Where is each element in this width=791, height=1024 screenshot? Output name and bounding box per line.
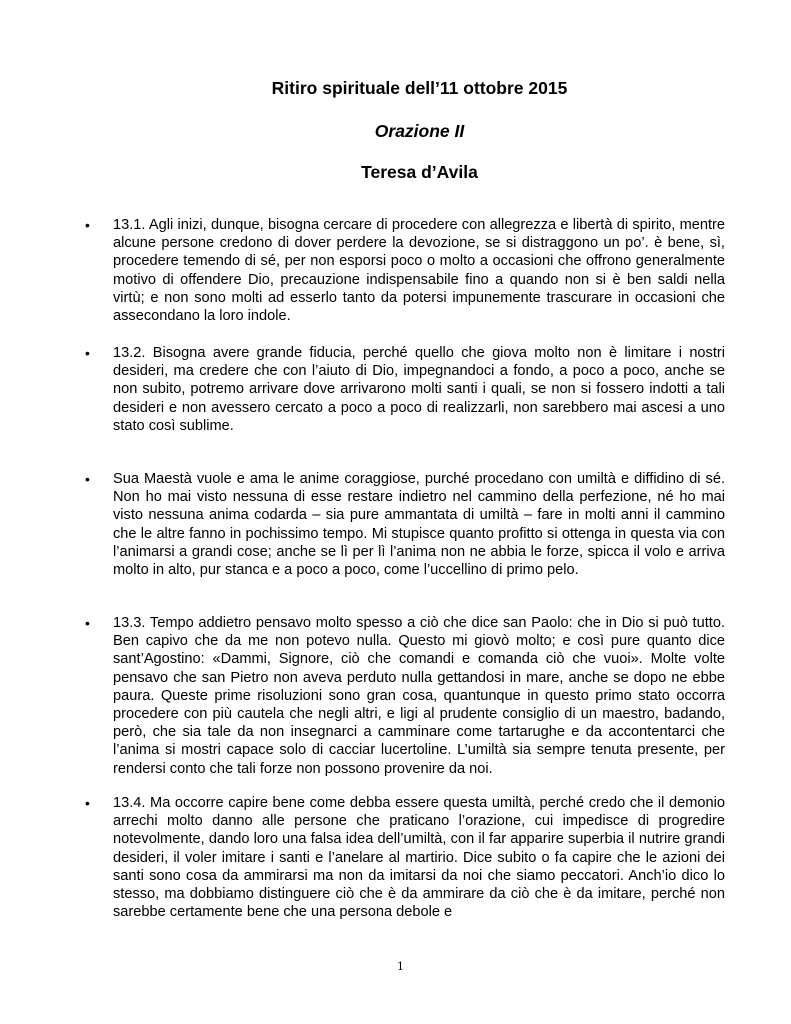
document-author: Teresa d’Avila (361, 162, 478, 182)
document-title: Ritiro spirituale dell’11 ottobre 2015 (271, 78, 568, 98)
list-item (85, 216, 725, 325)
paragraph-text: 13.1. Agli inizi, dunque, bisogna cercare di procedere con allegrezza e libertà di spirito, mentre alcune persone credono di dover perdere la devozione, se si distraggono un po’. è bene, sì, procedere temendo di sé, per non esporsi poco o molto a occasioni che offrono generalmente motivo di offendere Dio, precauzione indispensabile fino a quando non si è ben saldi nella virtù; e non sono molti ad esserlo tanto da potersi impunemente trascurare in occasioni che assecondano la loro indole. (113, 217, 725, 325)
list-item (85, 344, 725, 435)
paragraph-text: 13.3. Tempo addietro pensavo molto spesso a ciò che dice san Paolo: che in Dio si può tutto. Ben capivo che da me non potevo nulla. Questo mi giovò molto; e così pure quanto dice sant’Agostino: «Dammi, Signore, ciò che comandi e comanda ciò che vuoi». Molte volte pensavo che san Pietro non aveva perduto nulla gettandosi in mare, anche se dopo ne ebbe paura. Queste prime risoluzioni sono gran cosa, quantunque in questo primo stato occorra procedere con più cautela che negli altri, e ligi al prudente consiglio di un maestro, badando, però, che sia tale da non insegnarci a camminare come tartarughe e da accontentarci che l’anima si mostri capace solo di cacciar lucertoline. L’umiltà sia sempre tenuta presente, per rendersi conto che tali forze non possono provenire da noi. (113, 615, 725, 777)
bullet-icon: • (85, 345, 90, 361)
paragraph-text: 13.2. Bisogna avere grande fiducia, perché quello che giova molto non è limitare i nostri desideri, ma credere che con l’aiuto di Dio, impegnandoci a fondo, a poco a poco, anche se non subito, potremo arrivare dove arrivarono molti santi i quali, se non si fossero indotti a tali desideri e non avessero cercato a poco a poco di realizzarli, non sarebbero mai ascesi a uno stato così sublime. (113, 345, 725, 434)
bullet-icon: • (85, 217, 90, 233)
bullet-icon: • (85, 471, 90, 487)
list-item (85, 614, 725, 778)
document-subtitle: Orazione II (374, 121, 465, 141)
list-item (85, 470, 725, 579)
page-number: 1 (397, 960, 404, 973)
paragraph-text: 13.4. Ma occorre capire bene come debba essere questa umiltà, perché credo che il demonio arrechi molto danno alle persone che praticano l’orazione, cui impedisce di progredire notevolmente, dando loro una falsa idea dell’umiltà, con il far apparire superbia il nutrire grandi desideri, il voler imitare i santi e l’anelare al martirio. Dice subito o fa capire che le azioni dei santi sono cosa da ammirarsi ma non da imitarsi da noi che siamo peccatori. Anch’io dico lo stesso, ma dobbiamo distinguere ciò che è da ammirare da ciò che è da imitare, perché non sarebbe certamente bene che una persona debole e (113, 795, 725, 921)
paragraph-text: Sua Maestà vuole e ama le anime coraggiose, purché procedano con umiltà e diffidino di sé. Non ho mai visto nessuna di esse restare indietro nel cammino della perfezione, né ho mai visto nessuna anima codarda – sia pure ammantata di umiltà – fare in molti anni il cammino che le altre fanno in pochissimo tempo. Mi stupisce quanto profitto si ottenga in questa via con l’animarsi a grandi cose; anche se lì per lì l’anima non ne abbia le forze, spicca il volo e arriva molto in alto, pur stanca e a poco a poco, come l’uccellino di primo pelo. (113, 471, 725, 579)
bullet-icon: • (85, 795, 90, 811)
bullet-icon: • (85, 615, 90, 631)
list-item (85, 794, 725, 921)
